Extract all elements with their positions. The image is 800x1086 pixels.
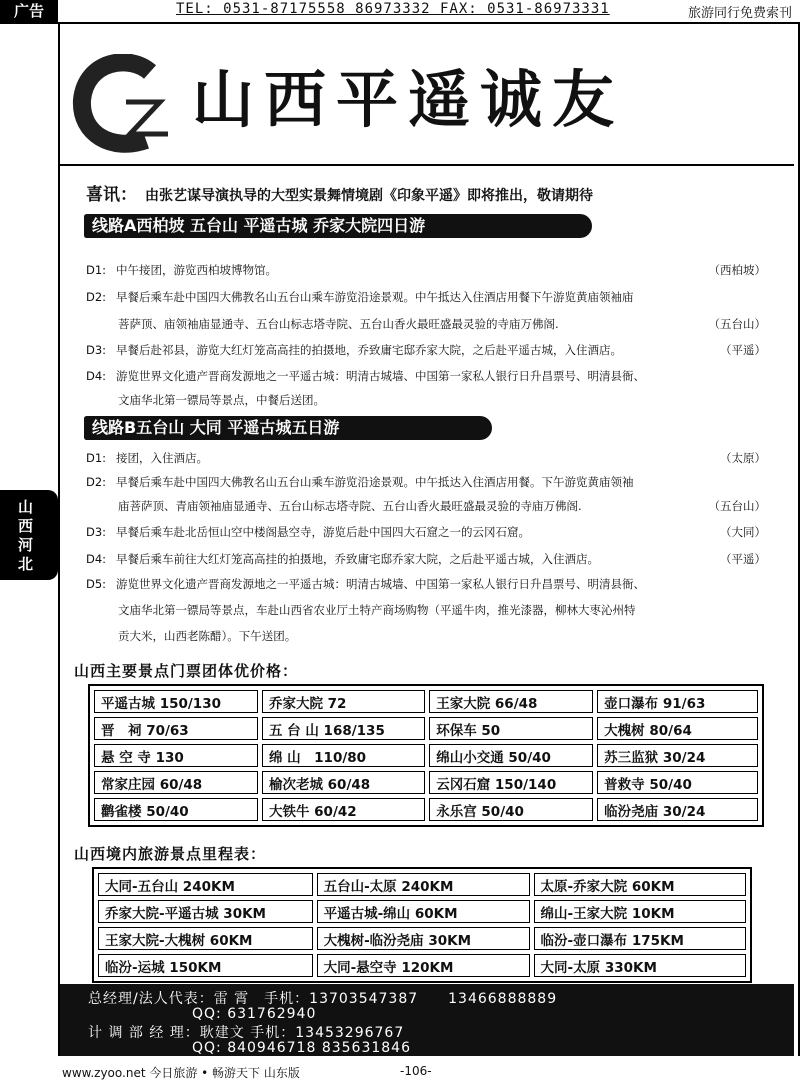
price-cell: 大铁牛 60/42 (262, 798, 425, 821)
route-b-day-cont: 庙菩萨顶、青庙领袖庙显通寺、五台山标志塔寺院、五台山香火最旺盛最灵验的寺庙万佛阁. （五台山） (118, 499, 766, 513)
route-b-day-cont: 贡大米，山西老陈醋）。下午送团。 (118, 629, 297, 643)
news-line (86, 180, 593, 205)
table-row (94, 744, 758, 767)
price-cell: 悬 空 寺 130 (94, 744, 258, 767)
price-cell: 榆次老城 60/48 (262, 771, 425, 794)
price-cell: 平遥古城 150/130 (94, 690, 258, 713)
route-a-day-cont: 菩萨顶、庙领袖庙显通寺、五台山标志塔寺院、五台山香火最旺盛最灵验的寺庙万佛阁. （五台山） (118, 317, 766, 331)
manager-qq: QQ: 631762940 (192, 1006, 317, 1022)
news-text: 由张艺谋导演执导的大型实景舞情境剧《印象平遥》即将推出，敬请期待 (145, 188, 593, 204)
distance-cell: 大同-太原 330KM (534, 954, 746, 977)
distance-cell: 临汾-运城 150KM (98, 954, 313, 977)
route-a-title: 线路A西柏坡 五台山 平遥古城 乔家大院四日游 (84, 214, 592, 238)
planner-contact: 计 调 部 经 理：耿建文 手机：13453296767 (88, 1025, 405, 1041)
manager-contact: 总经理/法人代表：雷 霄 手机：13703547387 13466888889 (88, 991, 558, 1007)
route-a-day: D2: 早餐后乘车赴中国四大佛教名山五台山乘车游览沿途景观。中午抵达入住酒店用餐下午游览黄庙领袖庙 (86, 290, 634, 304)
page-number: -106- (400, 1064, 432, 1078)
route-a-day: D4: 游览世界文化遗产晋商发源地之一平遥古城：明清古城墙、中国第一家私人银行日升昌票号、明清县衙、 (86, 369, 645, 383)
table-row (98, 927, 746, 950)
planner-qq: QQ: 840946718 835631846 (192, 1040, 411, 1056)
table-row (98, 900, 746, 923)
table-row (94, 717, 758, 740)
site-line: www.zyoo.net 今日旅游 • 畅游天下 山东版 (62, 1066, 300, 1080)
distance-cell: 大槐树-临汾尧庙 30KM (317, 927, 530, 950)
price-cell: 鹳雀楼 50/40 (94, 798, 258, 821)
free-tag: 旅游同行免费索刊 (687, 6, 792, 21)
price-cell: 临汾尧庙 30/24 (597, 798, 758, 821)
price-cell: 王家大院 66/48 (429, 690, 593, 713)
distance-cell: 乔家大院-平遥古城 30KM (98, 900, 313, 923)
bottom-bar (0, 1058, 800, 1086)
distance-cell: 绵山-王家大院 10KM (534, 900, 746, 923)
price-section-title: 山西主要景点门票团体优价格： (74, 662, 299, 680)
price-cell: 绵 山 110/80 (262, 744, 425, 767)
distance-cell: 平遥古城-绵山 60KM (317, 900, 530, 923)
distance-table (92, 867, 752, 983)
route-b-day: D4: 早餐后乘车前往大红灯笼高高挂的拍摄地，乔致庸宅邸乔家大院，之后赴平遥古城，入住酒店。 （平遥） (86, 552, 766, 566)
distance-section-title: 山西境内旅游景点里程表： (74, 845, 267, 863)
distance-cell: 大同-五台山 240KM (98, 873, 313, 896)
route-a-day: D3: 早餐后赴祁县，游览大红灯笼高高挂的拍摄地，乔致庸宅邸乔家大院，之后赴平遥古城，入住酒店。 （平遥） (86, 343, 766, 357)
route-b-title: 线路B五台山 大同 平遥古城五日游 (84, 416, 492, 440)
header (60, 24, 794, 166)
news-label: 喜讯： (86, 185, 137, 205)
contact-footer (60, 984, 794, 1056)
price-cell: 晋 祠 70/63 (94, 717, 258, 740)
page-title: 山西平遥诚友 (192, 63, 625, 136)
table-row (94, 771, 758, 794)
table-row (94, 798, 758, 821)
route-b-day: D5: 游览世界文化遗产晋商发源地之一平遥古城：明清古城墙、中国第一家私人银行日升昌票号、明清县衙、 (86, 577, 645, 591)
route-a-day: D1: 中午接团，游览西柏坡博物馆。 （西柏坡） (86, 263, 766, 277)
route-b-day: D3: 早餐后乘车赴北岳恒山空中楼阁悬空寺，游览后赴中国四大石窟之一的云冈石窟。 （大同） (86, 525, 766, 539)
distance-cell: 太原-乔家大院 60KM (534, 873, 746, 896)
route-b-day-cont: 文庙华北第一镖局等景点，车赴山西省农业厅土特产商场购物（平遥牛肉，推光漆器，柳林大枣沁州特 (118, 603, 636, 617)
price-cell: 常家庄园 60/48 (94, 771, 258, 794)
price-cell: 普救寺 50/40 (597, 771, 758, 794)
table-row (98, 954, 746, 977)
price-cell: 苏三监狱 30/24 (597, 744, 758, 767)
price-cell: 乔家大院 72 (262, 690, 425, 713)
distance-cell: 五台山-太原 240KM (317, 873, 530, 896)
price-cell: 永乐宫 50/40 (429, 798, 593, 821)
price-cell: 云冈石窟 150/140 (429, 771, 593, 794)
price-cell: 五 台 山 168/135 (262, 717, 425, 740)
top-contact: TEL: 0531-87175558 86973332 FAX: 0531-86973331 (176, 1, 610, 17)
table-row (98, 873, 746, 896)
ad-tag: 广告 (0, 0, 58, 22)
price-cell: 大槐树 80/64 (597, 717, 758, 740)
price-table (88, 684, 764, 827)
route-b-day: D2: 早餐后乘车赴中国四大佛教名山五台山乘车游览沿途景观。中午抵达入住酒店用餐。下午游览黄庙领袖 (86, 475, 634, 489)
region-tab (0, 490, 58, 580)
price-cell: 壶口瀑布 91/63 (597, 690, 758, 713)
distance-cell: 大同-悬空寺 120KM (317, 954, 530, 977)
company-logo-icon (72, 54, 182, 154)
distance-cell: 王家大院-大槐树 60KM (98, 927, 313, 950)
route-a-day-cont: 文庙华北第一镖局等景点，中餐后送团。 (118, 393, 325, 407)
region-tab-label: 山西河北 (18, 498, 34, 573)
price-cell: 绵山小交通 50/40 (429, 744, 593, 767)
distance-cell: 临汾-壶口瀑布 175KM (534, 927, 746, 950)
price-cell: 环保车 50 (429, 717, 593, 740)
route-b-day: D1: 接团，入住酒店。 （太原） (86, 451, 766, 465)
table-row (94, 690, 758, 713)
top-bar (0, 0, 800, 24)
